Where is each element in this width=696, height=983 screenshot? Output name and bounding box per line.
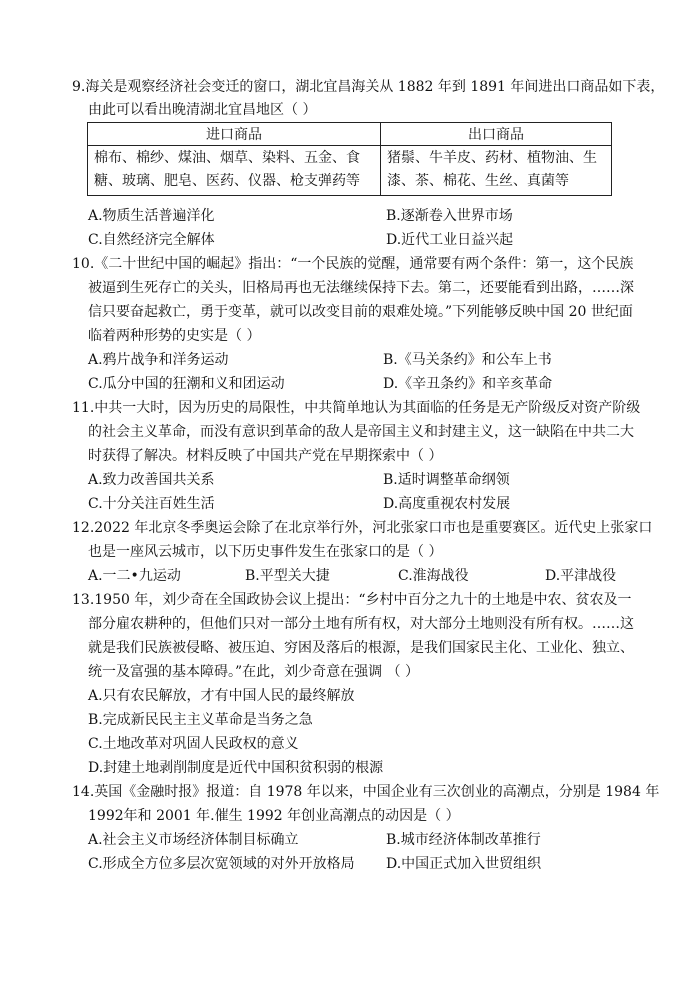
import-goods-line-1: 棉布、棉纱、煤油、烟草、染料、五金、食 [94,150,360,166]
q10-stem-line-3: 信只要奋起救亡，勇于变革，就可以改变目前的艰难处境。”下列能够反映中国 20 世纪面 [88,304,633,320]
q11-option-d[interactable]: D.高度重视农村发展 [383,496,511,512]
q14-option-b[interactable]: B.城市经济体制改革推行 [386,832,541,848]
q11-stem-line-1: 11.中共一大时，因为历史的局限性，中共简单地认为其面临的任务是无产阶级反对资产阶级 [72,400,641,416]
q11-option-b[interactable]: B.适时调整革命纲领 [383,472,510,488]
q12-option-d[interactable]: D.平津战役 [545,568,617,584]
export-header: 出口商品 [381,123,612,146]
q12-option-b[interactable]: B.平型关大捷 [245,568,330,584]
q12-stem-line-2: 也是一座风云城市，以下历史事件发生在张家口的是（ ） [88,544,443,560]
q13-option-b[interactable]: B.完成新民民主主义革命是当务之急 [88,712,313,728]
export-goods-line-2: 漆、茶、棉花、生丝、真菌等 [387,173,569,189]
q12-option-a[interactable]: A.一二•九运动 [88,568,181,584]
q14-option-a[interactable]: A.社会主义市场经济体制目标确立 [88,832,299,848]
q9-stem-line-2: 由此可以看出晚清湖北宜昌地区（ ） [88,102,317,118]
q11-option-a[interactable]: A.致力改善国共关系 [88,472,215,488]
q10-option-d[interactable]: D.《辛丑条约》和辛亥革命 [383,376,553,392]
q14-stem-line-2: 1992年和 2001 年.催生 1992 年创业高潮点的动因是（ ） [88,808,460,824]
import-header: 进口商品 [88,123,381,146]
q13-stem-line-4: 统一及富强的基本障碍。”在此，刘少奇意在强调 （ ） [88,664,420,680]
q14-option-d[interactable]: D.中国正式加入世贸组织 [386,856,542,872]
table-row [88,146,612,196]
q10-stem-line-2: 被逼到生死存亡的关头，旧格局再也无法继续保持下去。第二，还要能看到出路，……深 [88,280,634,296]
q13-option-a[interactable]: A.只有农民解放，才有中国人民的最终解放 [88,688,355,704]
q9-option-c[interactable]: C.自然经济完全解体 [88,232,215,248]
q10-option-b[interactable]: B.《马关条约》和公车上书 [383,352,552,368]
q13-stem-line-3: 就是我们民族被侵略、被压迫、穷困及落后的根源，是我们国家民主化、工业化、独立、 [88,640,634,656]
q11-stem-line-2: 的社会主义革命，而没有意识到革命的敌人是帝国主义和封建主义，这一缺陷在中共二大 [88,424,634,440]
table-header-row [88,123,612,146]
export-goods-cell [381,146,612,196]
q13-stem-line-2: 部分雇农耕种的，但他们只对一部分土地有所有权，对大部分土地则没有所有权。……这 [88,616,634,632]
q10-stem-line-4: 临着两种形势的史实是（ ） [88,328,261,344]
q10-option-c[interactable]: C.瓜分中国的狂潮和义和团运动 [88,376,285,392]
q9-option-a[interactable]: A.物质生活普遍洋化 [88,208,215,224]
q10-option-a[interactable]: A.鸦片战争和洋务运动 [88,352,229,368]
q12-stem-line-1: 12.2022 年北京冬季奥运会除了在北京举行外，河北张家口市也是重要赛区。近代史上张家口 [72,520,653,536]
q13-stem-line-1: 13.1950 年，刘少奇在全国政协会议上提出：“乡村中百分之九十的土地是中农、贫农及一 [72,592,632,608]
q12-option-c[interactable]: C.淮海战役 [398,568,469,584]
q9-goods-table [87,122,612,196]
q10-stem-line-1: 10.《二十世纪中国的崛起》指出：“一个民族的觉醒，通常要有两个条件：第一，这个民族 [72,256,634,272]
q14-option-c[interactable]: C.形成全方位多层次宽领域的对外开放格局 [88,856,355,872]
q11-stem-line-3: 时获得了解决。材料反映了中国共产党在早期探索中（ ） [88,448,443,464]
export-goods-line-1: 猪鬃、牛羊皮、药材、植物油、生 [387,150,597,166]
q13-option-d[interactable]: D.封建土地剥削制度是近代中国积贫积弱的根源 [88,760,384,776]
q9-stem-line-1: 9.海关是观察经济社会变迁的窗口，湖北宜昌海关从 1882 年到 1891 年间进出口商品如下表， [72,79,665,95]
q14-stem-line-1: 14.英国《金融时报》报道：自 1978 年以来，中国企业有三次创业的高潮点，分别是 1984 年 [72,784,660,800]
import-goods-cell [88,146,381,196]
import-goods-line-2: 糖、玻璃、肥皂、医药、仪器、枪支弹药等 [94,173,360,189]
q9-option-b[interactable]: B.逐渐卷入世界市场 [386,208,513,224]
q13-option-c[interactable]: C.土地改革对巩固人民政权的意义 [88,736,299,752]
q11-option-c[interactable]: C.十分关注百姓生活 [88,496,215,512]
q9-option-d[interactable]: D.近代工业日益兴起 [386,232,514,248]
